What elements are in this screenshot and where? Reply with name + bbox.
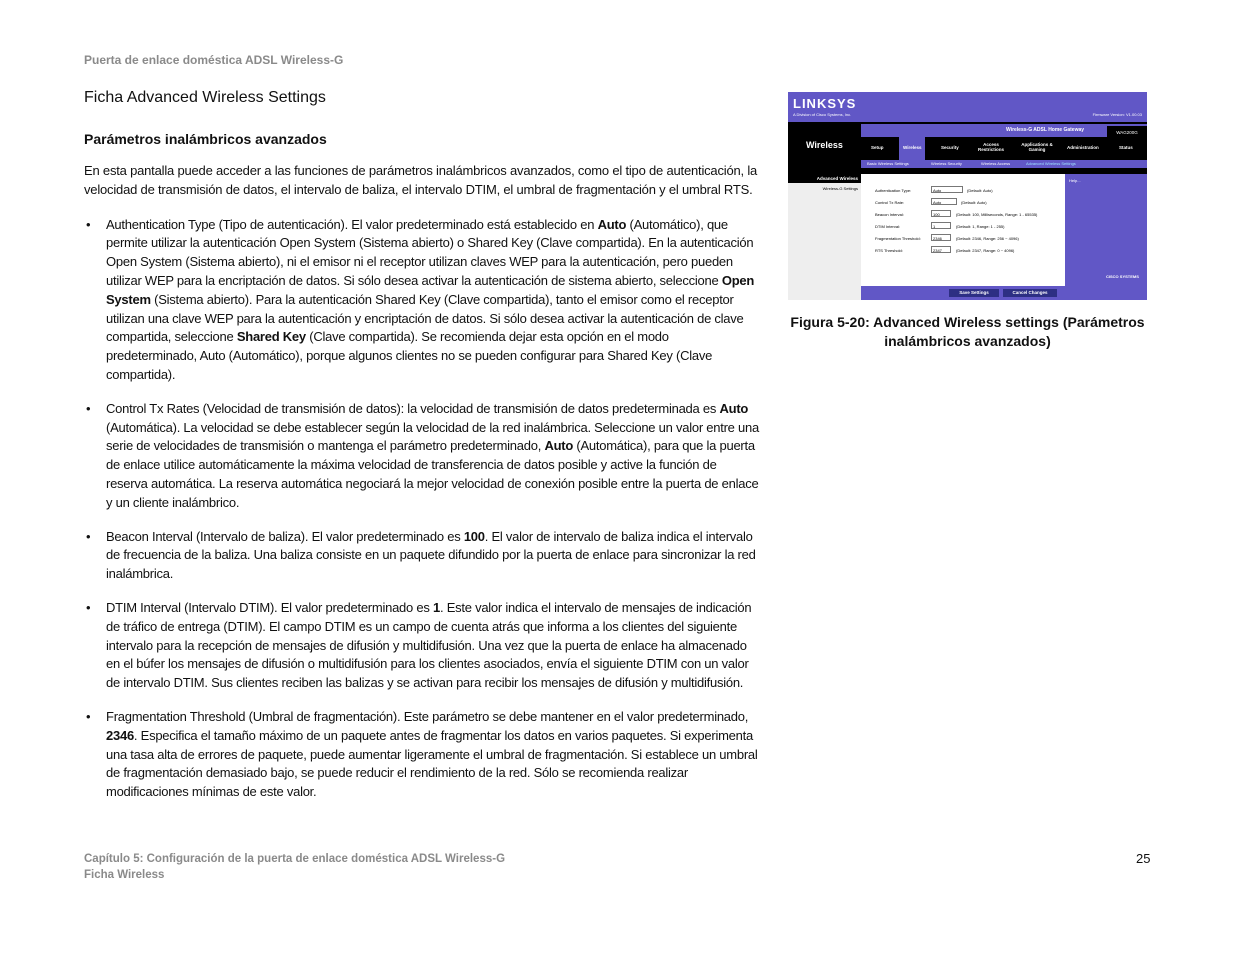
intro-paragraph: En esta pantalla puede acceder a las funciones de parámetros inalámbricos avanzados, como el tipo de autenticación, la velocidad de transmisión de datos, el intervalo de baliza, el intervalo DTIM, el umbral de fragmentación y el umbral RTS.: [84, 163, 758, 197]
nav-right: [861, 122, 1147, 174]
bold-value: 2346: [106, 727, 134, 743]
tab-administration[interactable]: Administration: [1067, 145, 1099, 150]
cancel-changes-button[interactable]: Cancel Changes: [1003, 289, 1057, 297]
footer-chapter: Capítulo 5: Configuración de la puerta de enlace doméstica ADSL Wireless-G: [84, 853, 506, 865]
beacon-interval-input[interactable]: 100: [931, 210, 951, 217]
product-bar: [861, 124, 1147, 137]
tab-status[interactable]: Status: [1119, 145, 1133, 150]
note-beacon-interval: (Default: 100, Milliseconds, Range: 1 - 65535): [956, 212, 1038, 217]
text: (Automática), para que la puerta de enlace utilice automáticamente la máxima velocidad de transferencia de datos posible y active la función de reserva automática. La reserva automática negociará la mejor velocidad de conexión posible entre la puerta de enlace y un cliente inalámbrico.: [106, 438, 759, 510]
list-item-beacon-interval: [84, 528, 760, 584]
brand-bar: [788, 92, 1147, 122]
model-number: WAG200G: [1107, 126, 1147, 139]
figure-caption: Figura 5-20: Advanced Wireless settings (Parámetros inalámbricos avanzados): [790, 314, 1145, 349]
note-dtim-interval: (Default: 1, Range: 1 - 255): [956, 224, 1005, 229]
dtim-interval-input[interactable]: 1: [931, 222, 951, 229]
text: . Especifica el tamaño máximo de un paquete antes de fragmentar los datos en varios paquetes. Si experimenta una tasa alta de errores de paquete, puede aumentar ligeramente el umbral de fragmentación. Si establece un umbral de fragmentación demasiado bajo, se puede reducir el rendimiento de la red. Sólo se recomienda realizar modificaciones mínimas de este valor.: [106, 727, 758, 800]
subtab-advanced-wireless[interactable]: Advanced Wireless Settings: [1026, 161, 1076, 166]
page-number: 25: [1136, 851, 1151, 866]
note-control-tx-rate: (Default: Auto): [961, 200, 987, 205]
tab-access-restrictions[interactable]: Access Restrictions: [977, 142, 1004, 152]
tabs-row: [861, 137, 1147, 160]
text: Fragmentation Threshold (Umbral de fragmentación). Este parámetro se debe mantener en el valor predeterminado,: [106, 708, 749, 724]
tab-applications-gaming[interactable]: Applications & Gaming: [1021, 142, 1053, 152]
tagline: A Division of Cisco Systems, Inc.: [793, 112, 852, 117]
page-footer: [84, 851, 505, 883]
fragmentation-threshold-input[interactable]: 2346: [931, 234, 951, 241]
bold-value: Shared Key: [236, 329, 306, 345]
bold-value: 100: [463, 528, 485, 544]
save-bar: [861, 286, 1147, 300]
section-label: Wireless: [806, 140, 843, 150]
save-settings-button[interactable]: Save Settings: [949, 289, 999, 297]
note-authentication-type: (Default: Auto): [967, 188, 993, 193]
section-title: Ficha Advanced Wireless Settings: [84, 89, 326, 106]
list-item-dtim-interval: [84, 599, 760, 693]
cisco-logo: CISCO SYSTEMS: [1106, 274, 1139, 279]
label-authentication-type: Authentication Type:: [875, 188, 912, 193]
text: (Automática). La velocidad se debe establecer según la velocidad de la red inalámbrica. Seleccione un valor entre una serie de velocidades de transmisión o mantenga el parámetro predeterminado,: [106, 419, 759, 454]
bold-value: 1: [432, 599, 440, 615]
section-subtitle: Parámetros inalámbricos avanzados: [84, 131, 327, 147]
tab-setup[interactable]: Setup: [871, 145, 884, 150]
tab-security[interactable]: Security: [941, 145, 959, 150]
text: (Automático), que permite utilizar la autenticación Open System (Sistema abierto) o Shared Key (Clave compartida). En la autenticación Open System (Sistema abierto), ni el emisor ni el receptor utilizan claves WEP para la autenticación, pero pueden utilizar WEP para la encriptación de datos. Si sólo desea activar la autenticación de sistema abierto, seleccione: [106, 216, 754, 288]
bold-value: Open System: [106, 272, 755, 307]
footer-section: Ficha Wireless: [84, 869, 165, 881]
text: Beacon Interval (Intervalo de baliza). El valor predeterminado es: [106, 528, 464, 544]
body-left-panel: [788, 174, 861, 300]
product-name: Wireless-G ADSL Home Gateway: [1006, 127, 1085, 133]
text: Control Tx Rates (Velocidad de transmisión de datos): la velocidad de transmisión de datos predeterminada es: [106, 400, 720, 416]
label-fragmentation-threshold: Fragmentation Threshold:: [875, 236, 921, 241]
text: (Clave compartida). Se recomienda dejar esta opción en el modo predeterminado, Auto (Automático), porque algunos clientes no se pueden configurar para Shared Key (Clave compartida).: [106, 329, 713, 382]
settings-form: [861, 174, 1065, 286]
subtab-wireless-security[interactable]: Wireless Security: [931, 161, 962, 166]
help-link[interactable]: Help...: [1069, 178, 1081, 183]
list-item-control-tx-rates: [84, 400, 760, 513]
text: . Este valor indica el intervalo de mensajes de indicación de tráfico de entrega (DTIM). El campo DTIM es un campo de cuenta atrás que informa a los clientes del siguiente intervalo para la recepción de mensajes de difusión y multidifusión. Una vez que la puerta de enlace ha almacenado en el búfer los mensajes de difusión o multidifusión para los clientes asociados, envía el siguiente DTIM con un valor de intervalo DTIM. Sus clientes reciben las balizas y se activan para recibir los mensajes de difusión y multidifusión.: [106, 599, 752, 691]
authentication-type-select[interactable]: Auto: [931, 186, 963, 193]
note-fragmentation-threshold: (Default: 2346, Range: 256 ~ 4096): [956, 236, 1019, 241]
main-content: [84, 88, 760, 817]
text: . El valor de intervalo de baliza indica el intervalo de frecuencia de la baliza. Una baliza consiste en un paquete difundido por la puerta de enlace para sincronizar la red inalámbrica.: [106, 528, 756, 582]
bold-value: Auto: [597, 216, 627, 232]
left-item: Wireless-G Settings: [822, 186, 858, 191]
tab-wireless[interactable]: Wireless: [899, 137, 925, 160]
bold-value: Auto: [544, 438, 574, 454]
label-rts-threshold: RTS Threshold:: [875, 248, 903, 253]
text: (Sistema abierto). Para la autenticación Shared Key (Clave compartida), tanto el emisor como el receptor utilizan una clave WEP para la autenticación y encriptación de datos. Si sólo desea activar la autenticación de clave compartida, seleccione: [106, 291, 744, 345]
running-header: Puerta de enlace doméstica ADSL Wireless-G: [84, 53, 344, 67]
text: Authentication Type (Tipo de autenticación). El valor predeterminado está establecido en: [106, 216, 598, 232]
subtab-basic-wireless[interactable]: Basic Wireless Settings: [867, 161, 909, 166]
linksys-logo: LINKSYS: [793, 96, 857, 111]
router-screenshot: [788, 92, 1147, 300]
left-header: Advanced Wireless: [788, 174, 861, 183]
bold-value: Auto: [719, 400, 749, 416]
list-item-fragmentation-threshold: [84, 708, 760, 802]
subtab-wireless-access[interactable]: Wireless Access: [981, 161, 1011, 166]
help-panel: [1065, 174, 1147, 286]
control-tx-rate-select[interactable]: Auto: [931, 198, 957, 205]
subtabs-row: [861, 160, 1147, 168]
text: DTIM Interval (Intervalo DTIM). El valor predeterminado es: [106, 599, 433, 615]
label-control-tx-rate: Control Tx Rate:: [875, 200, 905, 205]
list-item-authentication-type: [84, 216, 760, 385]
rts-threshold-input[interactable]: 2347: [931, 246, 951, 253]
parameter-list: [84, 216, 760, 802]
label-dtim-interval: DTIM Interval:: [875, 224, 901, 229]
firmware-version: Firmware Version: V1.00.03: [1092, 112, 1142, 117]
note-rts-threshold: (Default: 2347, Range: 0 ~ 4096): [956, 248, 1015, 253]
label-beacon-interval: Beacon Interval:: [875, 212, 904, 217]
